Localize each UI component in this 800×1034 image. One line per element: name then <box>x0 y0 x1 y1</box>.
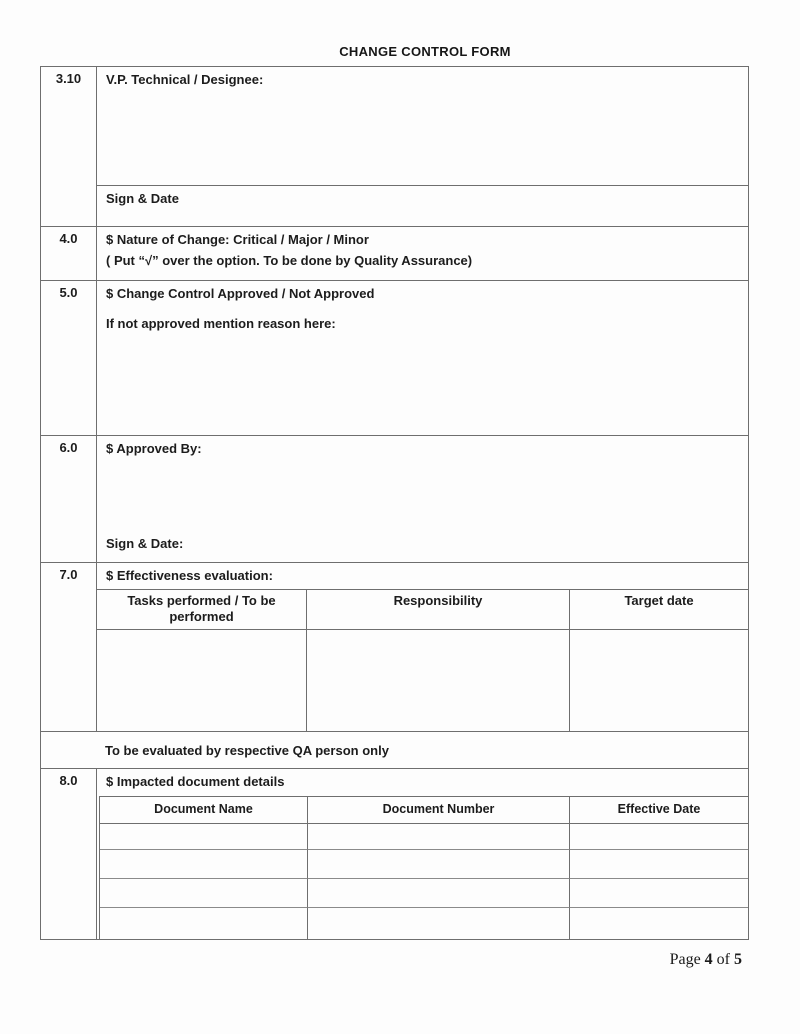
row-impacted-document-details <box>41 769 748 939</box>
empty-cell-document-name <box>100 824 307 850</box>
footer-word-of: of <box>716 951 730 968</box>
empty-cell-document-number <box>307 879 569 908</box>
empty-cell-document-number <box>307 908 569 939</box>
row-vp-technical-designee <box>41 67 748 227</box>
effectiveness-evaluation-label: $ Effectiveness evaluation: <box>106 568 273 583</box>
row-number-8-0: 8.0 <box>41 769 97 939</box>
empty-cell-effective-date <box>569 850 748 879</box>
change-control-form-table <box>40 66 749 940</box>
nature-of-change-line2: ( Put “√” over the option. To be done by Quality Assurance) <box>106 253 473 268</box>
empty-cell-effective-date <box>569 879 748 908</box>
effectiveness-evaluation-cell <box>97 563 748 731</box>
reason-prompt-label: If not approved mention reason here: <box>106 316 336 331</box>
empty-cell-document-number <box>307 824 569 850</box>
empty-cell-target-date <box>569 630 748 731</box>
approved-not-approved-label: $ Change Control Approved / Not Approved <box>106 286 375 301</box>
row-number-3-10: 3.10 <box>41 67 97 226</box>
impacted-documents-cell <box>97 769 748 939</box>
empty-cell-document-number <box>307 850 569 879</box>
footer-word-page: Page <box>669 951 701 968</box>
empty-cell-effective-date <box>569 908 748 939</box>
vp-technical-label: V.P. Technical / Designee: <box>106 72 264 87</box>
nature-of-change-cell <box>97 227 748 280</box>
impacted-documents-label: $ Impacted document details <box>106 774 285 789</box>
column-header-document-name: Document Name <box>100 797 307 824</box>
qa-note-label: To be evaluated by respective QA person only <box>105 743 389 758</box>
approved-by-label: $ Approved By: <box>106 441 202 456</box>
nature-of-change-line1: $ Nature of Change: Critical / Major / Minor <box>106 232 369 247</box>
row-approved-by <box>41 436 748 563</box>
empty-cell-effective-date <box>569 824 748 850</box>
row-nature-of-change <box>41 227 748 281</box>
change-control-approved-cell <box>97 281 748 435</box>
empty-cell-document-name <box>100 879 307 908</box>
vp-technical-signature-area <box>97 67 748 186</box>
approved-by-cell <box>97 436 748 562</box>
row-number-7-0: 7.0 <box>41 563 97 731</box>
form-title: CHANGE CONTROL FORM <box>339 44 511 59</box>
row-number-5-0: 5.0 <box>41 281 97 435</box>
vp-technical-cell <box>97 67 748 226</box>
column-header-document-number: Document Number <box>307 797 569 824</box>
row-qa-note <box>41 732 748 769</box>
row-change-control-approved <box>41 281 748 436</box>
row-effectiveness-evaluation <box>41 563 748 732</box>
footer-total-pages: 5 <box>734 951 742 968</box>
empty-cell-responsibility <box>306 630 569 731</box>
impacted-documents-table <box>99 796 748 939</box>
column-header-responsibility: Responsibility <box>306 590 569 630</box>
empty-cell-document-name <box>100 908 307 939</box>
page-number-footer <box>670 951 742 969</box>
sign-date-label: Sign & Date <box>106 191 179 206</box>
column-header-target-date: Target date <box>569 590 748 630</box>
sign-date-label: Sign & Date: <box>106 536 184 551</box>
empty-cell-tasks <box>97 630 306 731</box>
column-header-tasks-performed: Tasks performed / To be performed <box>97 590 306 630</box>
sign-date-area <box>97 186 748 226</box>
row-number-4-0: 4.0 <box>41 227 97 280</box>
empty-cell-document-name <box>100 850 307 879</box>
footer-current-page: 4 <box>704 951 713 968</box>
column-header-effective-date: Effective Date <box>569 797 748 824</box>
row-number-6-0: 6.0 <box>41 436 97 562</box>
effectiveness-evaluation-table <box>97 589 748 731</box>
